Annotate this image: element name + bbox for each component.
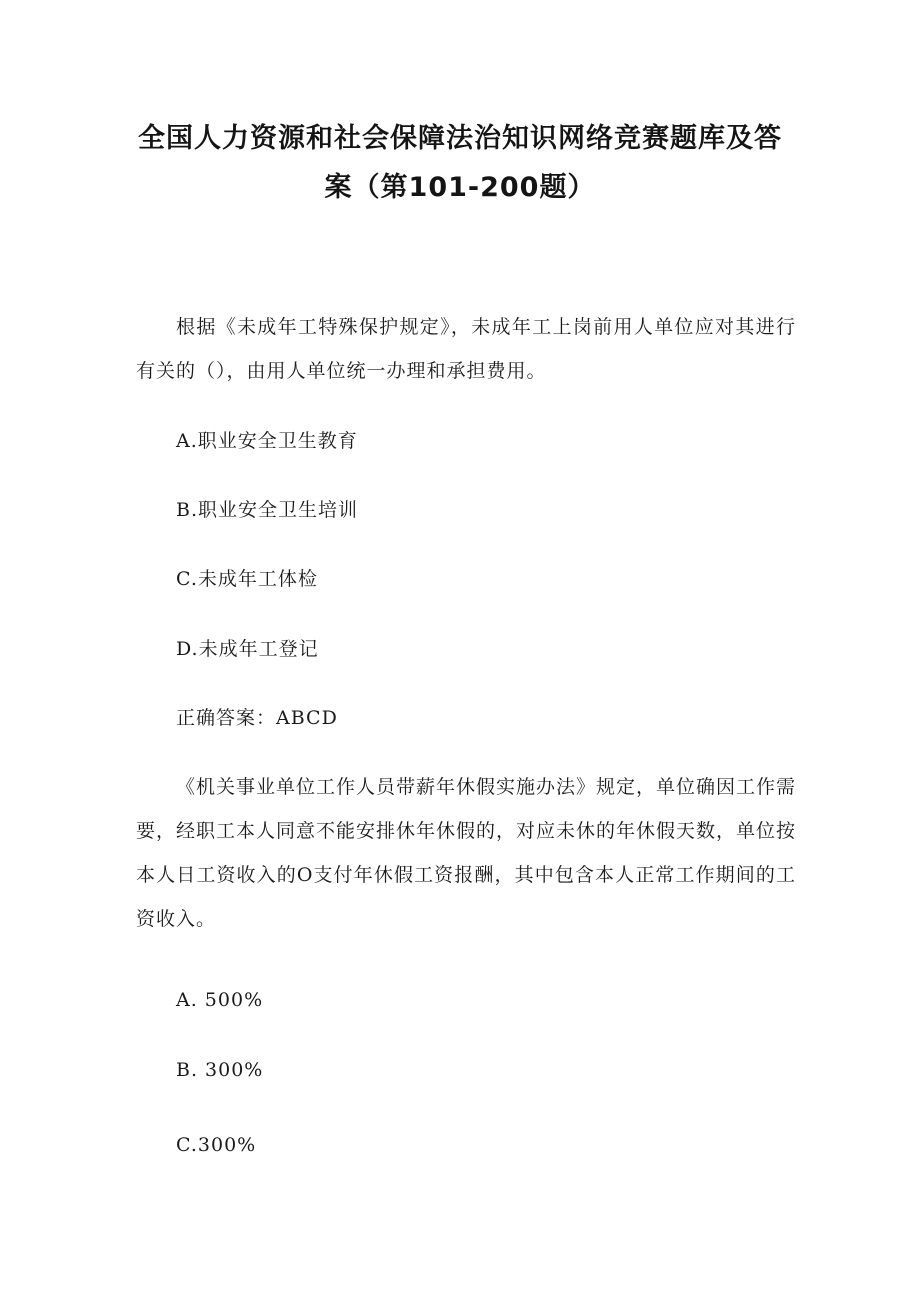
question-2-option-b: B. 300% — [176, 1059, 264, 1081]
document-title-line-1: 全国人力资源和社会保障法治知识网络竞赛题库及答 — [138, 123, 782, 154]
question-2-option-c: C.300% — [176, 1134, 257, 1156]
question-1-option-d: D.未成年工登记 — [176, 638, 319, 660]
question-1-option-a: A.职业安全卫生教育 — [176, 430, 358, 452]
question-1-option-c: C.未成年工体检 — [176, 568, 318, 590]
question-2-option-a: A. 500% — [176, 989, 264, 1011]
question-1-answer: 正确答案：ABCD — [176, 707, 338, 729]
document-title-line-2: 案（第101-200题） — [324, 172, 596, 203]
question-1-stem: 根据《未成年工特殊保护规定》，未成年工上岗前用人单位应对其进行有关的（），由用人单位统一办理和承担费用。 — [136, 316, 796, 382]
question-2-stem: 《机关事业单位工作人员带薪年休假实施办法》规定，单位确因工作需要，经职工本人同意不能安排休年休假的，对应未休的年休假天数，单位按本人日工资收入的O支付年休假工资报酬，其中包含本人正常工作期间的工资收入。 — [136, 776, 797, 930]
question-1-option-b: B.职业安全卫生培训 — [176, 499, 359, 521]
